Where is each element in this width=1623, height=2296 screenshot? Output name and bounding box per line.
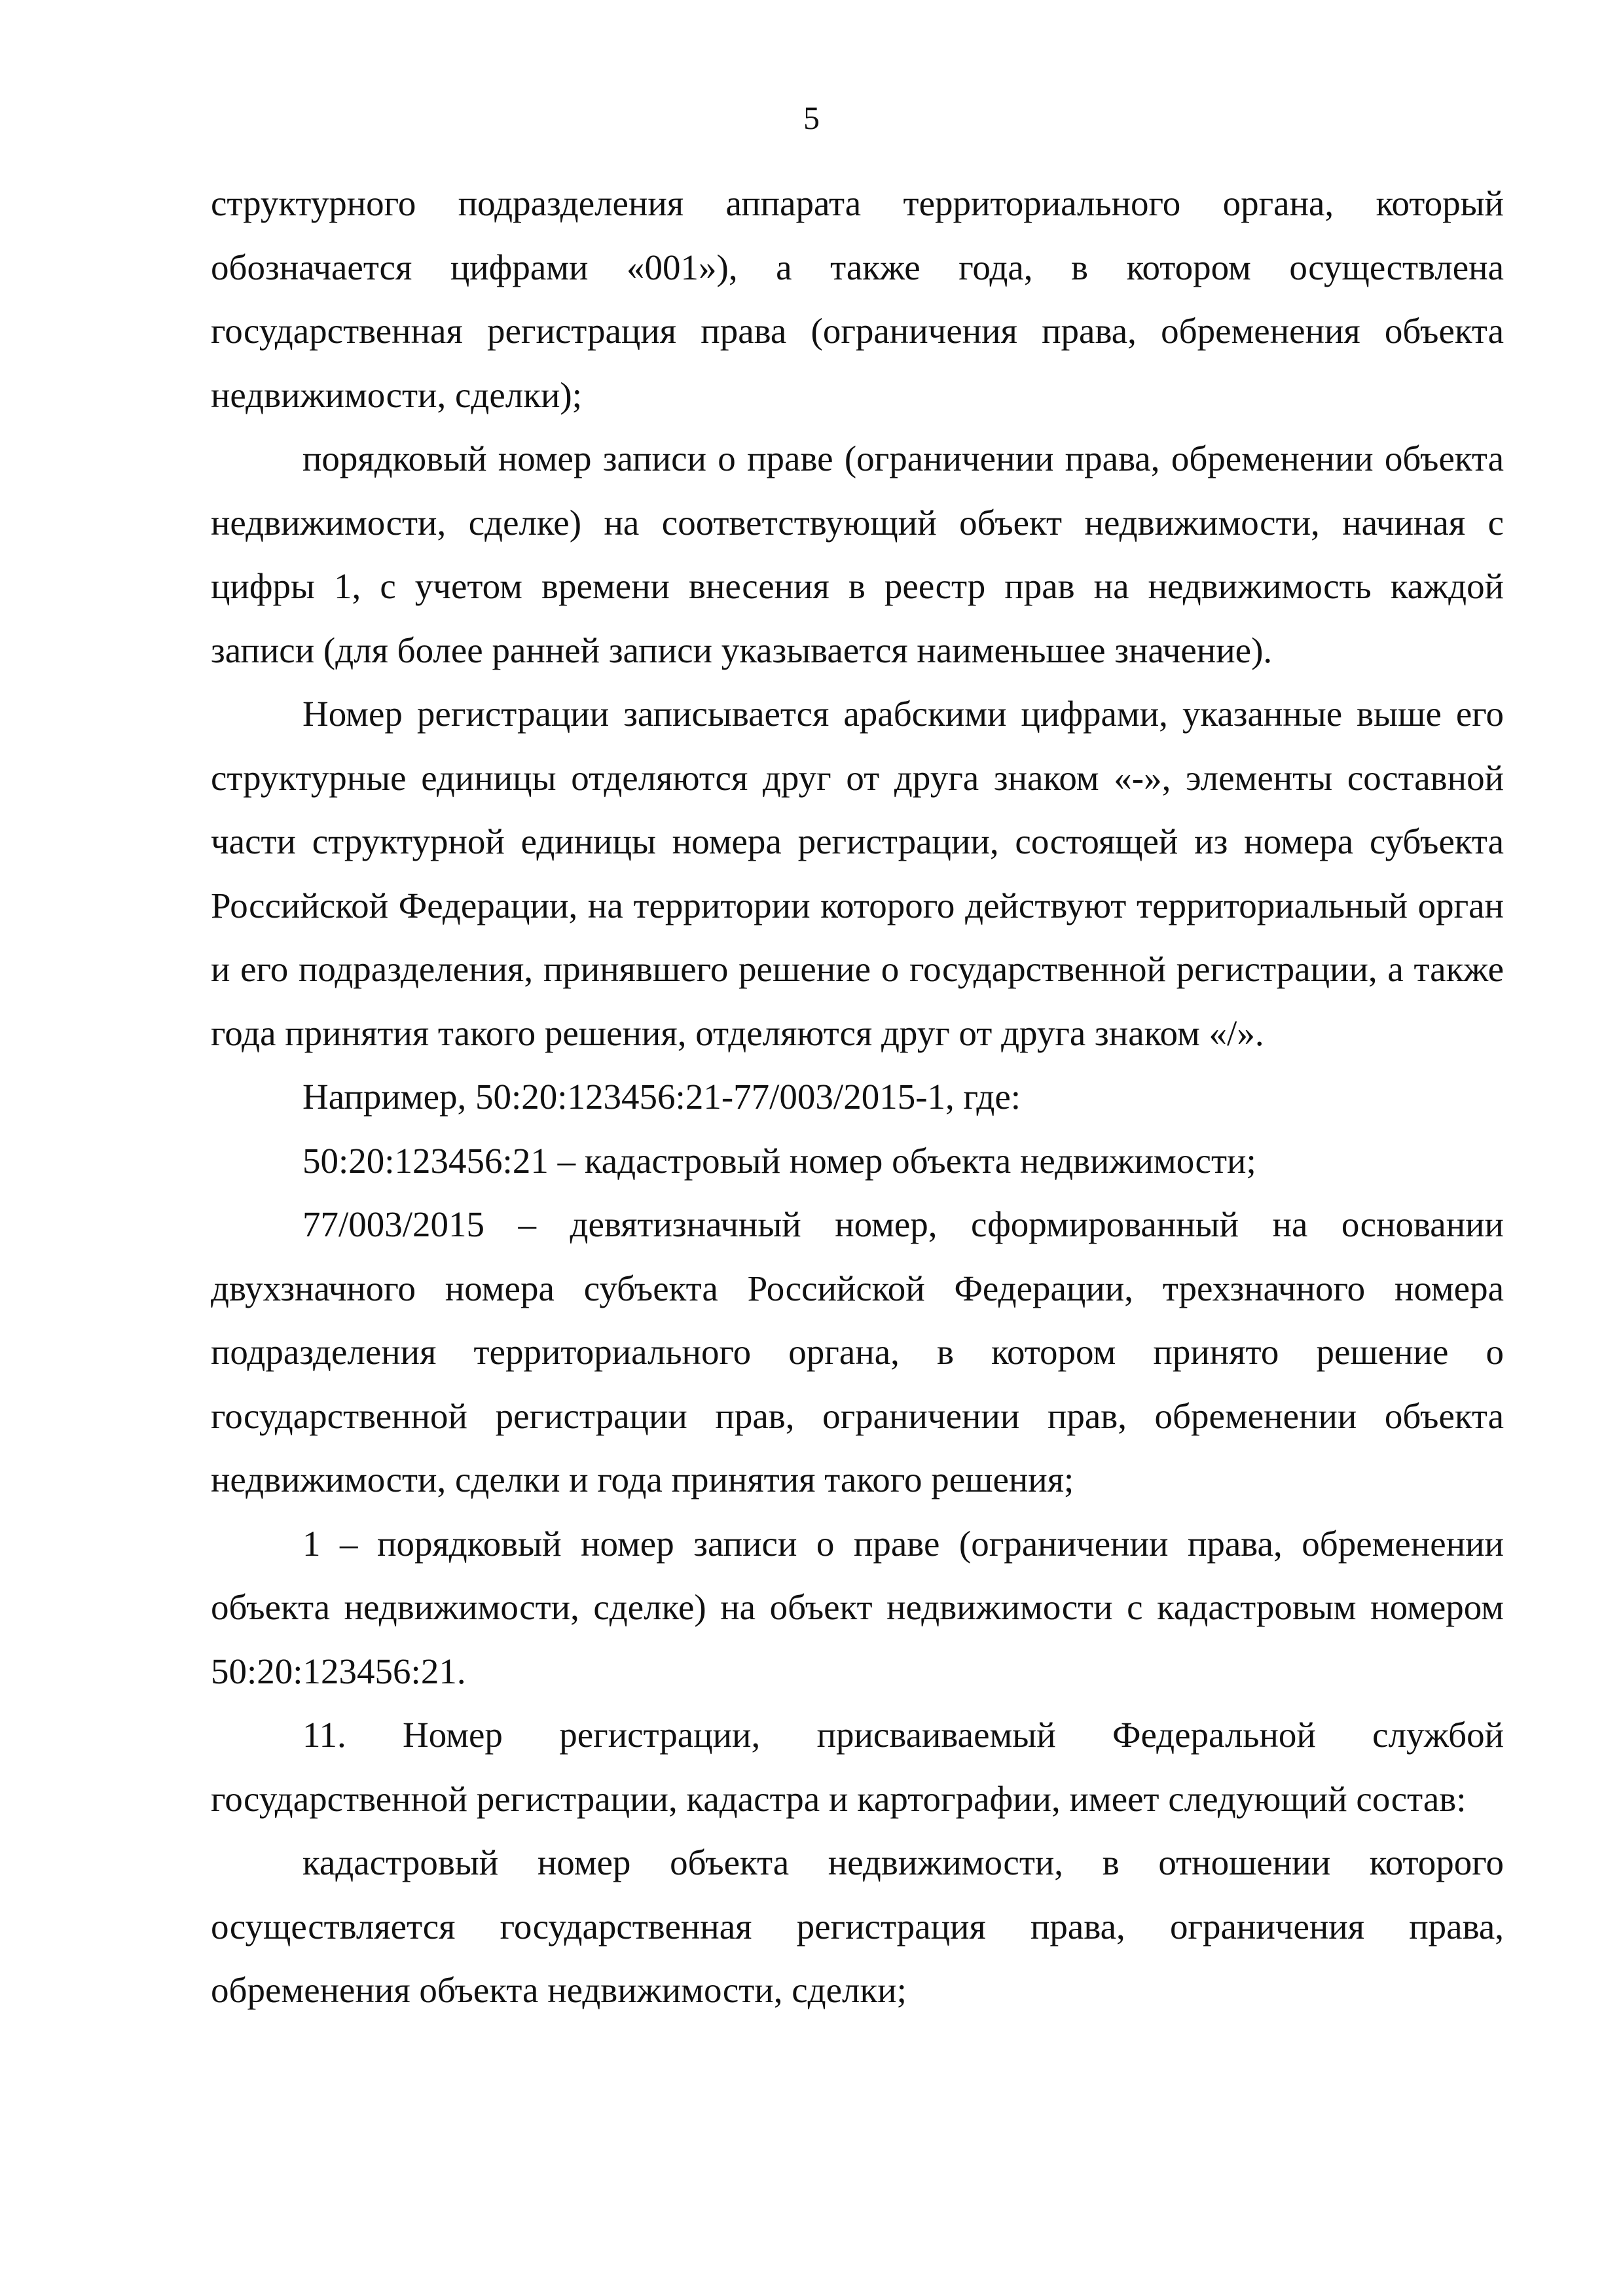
paragraph-sequence-number: порядковый номер записи о праве (ограничении права, обременении объекта недвижимости, сделке) на соответствующий объект недвижимости, начиная с цифры 1, с учетом времени внесения в реестр прав на недвижимость каждой записи (для более ранней записи указывается наименьшее значение).	[211, 439, 1504, 670]
page-number: 5	[803, 99, 820, 136]
document-body	[211, 171, 1504, 2022]
paragraph-example-cadastral: 50:20:123456:21 – кадастровый номер объекта недвижимости;	[302, 1140, 1256, 1181]
paragraph-example-nine-digit: 77/003/2015 – девятизначный номер, сформированный на основании двухзначного номера субъекта Российской Федерации, трехзначного номера подразделения территориального органа, в котором принято решение о государственной регистрации прав, ограничении прав, обременении объекта недвижимости, сделки и года принятия такого решения;	[211, 1204, 1504, 1499]
paragraph-item-11: 11. Номер регистрации, присваиваемый Федеральной службой государственной регистрации, кадастра и картографии, имеет следующий состав:	[211, 1715, 1504, 1819]
paragraph-continuation: структурного подразделения аппарата территориального органа, который обозначается цифрами «001»), а также года, в котором осуществлена государственная регистрация права (ограничения права, обременения объекта недвижимости, сделки);	[211, 183, 1504, 415]
paragraph-example-sequence: 1 – порядковый номер записи о праве (ограничении права, обременении объекта недвижимости, сделке) на объект недвижимости с кадастровым номером 50:20:123456:21.	[211, 1523, 1504, 1691]
paragraph-item-11-cadastral: кадастровый номер объекта недвижимости, в отношении которого осуществляется государственная регистрация права, ограничения права, обременения объекта недвижимости, сделки;	[211, 1842, 1504, 2010]
paragraph-format-rules: Номер регистрации записывается арабскими цифрами, указанные выше его структурные единицы отделяются друг от друга знаком «-», элементы составной части структурной единицы номера регистрации, состоящей из номера субъекта Российской Федерации, на территории которого действуют территориальный орган и его подразделения, принявшего решение о государственной регистрации, а также года принятия такого решения, отделяются друг от друга знаком «/».	[211, 694, 1504, 1053]
paragraph-example: Например, 50:20:123456:21-77/003/2015-1, где:	[302, 1077, 1021, 1117]
